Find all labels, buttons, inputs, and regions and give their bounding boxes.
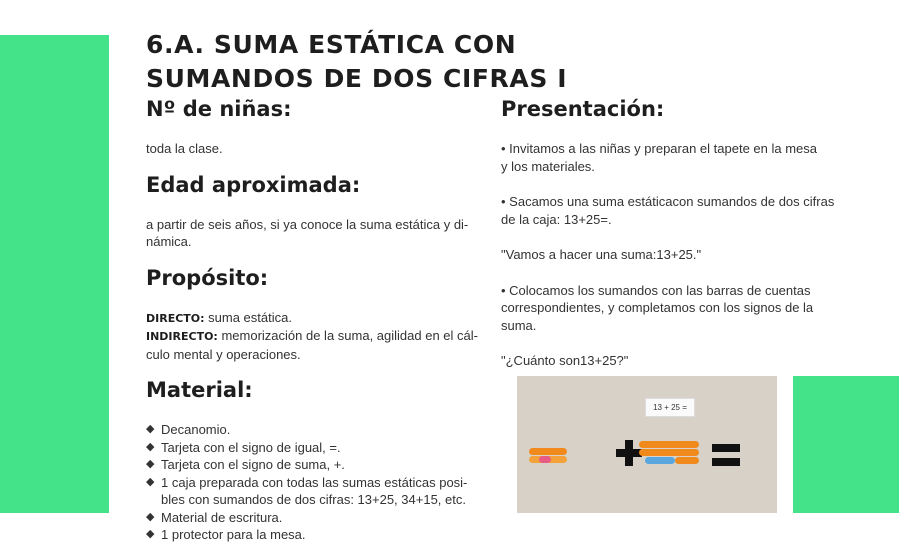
list-item — [146, 439, 481, 457]
material-item-text: Tarjeta con el signo de igual, =. — [161, 439, 341, 455]
ten-bead-bar — [675, 457, 699, 464]
ninas-text: toda la clase. — [146, 141, 223, 156]
title-line-1: 6.A. SUMA ESTÁTICA CON — [146, 30, 517, 59]
right-accent-block — [793, 376, 899, 513]
step-1-line-2: y los materiales. — [501, 158, 595, 174]
list-item — [146, 421, 481, 439]
diamond-bullet-icon: ◆ — [146, 440, 155, 453]
diamond-bullet-icon: ◆ — [146, 475, 155, 488]
presentacion-step-1 — [501, 140, 844, 175]
material-item-text: Decanomio. — [161, 422, 231, 437]
diamond-bullet-icon: ◆ — [146, 510, 155, 523]
material-item-text-cont: bles con sumandos de dos cifras: 13+25, 34+15, etc. — [161, 492, 466, 507]
directo-line — [146, 309, 481, 328]
material-item-text: Material de escritura. — [161, 509, 283, 525]
presentacion-quote-1: "Vamos a hacer una suma:13+25." — [501, 247, 702, 262]
ninas-heading: Nº de niñas: — [146, 97, 292, 121]
list-item — [146, 509, 481, 527]
five-bead-bar — [645, 457, 675, 464]
left-accent-bar — [0, 35, 109, 513]
indirecto-text-2: culo mental y operaciones. — [146, 346, 301, 362]
step-2-line-2: de la caja: 13+25=. — [501, 211, 612, 227]
material-item-text: Tarjeta con el signo de suma, +. — [161, 457, 345, 472]
sum-card: 13 + 25 = — [645, 398, 695, 417]
step-3-line-1: • Colocamos los sumandos con las barras de cuentas — [501, 282, 811, 298]
list-item — [146, 474, 481, 509]
ten-bead-bar — [639, 441, 699, 448]
list-item — [146, 526, 481, 544]
edad-text-line-1: a partir de seis años, si ya conoce la suma estática y di- — [146, 216, 469, 232]
edad-text-line-2: námica. — [146, 234, 192, 249]
ten-bead-bar — [529, 448, 567, 455]
step-1-line-1: • Invitamos a las niñas y preparan el tapete en la mesa — [501, 141, 818, 156]
diamond-bullet-icon: ◆ — [146, 423, 155, 435]
material-item-text: 1 caja preparada con todas las sumas estáticas posi- — [161, 474, 468, 490]
presentacion-heading: Presentación: — [501, 97, 665, 121]
ten-bead-bar — [639, 449, 699, 456]
left-column — [146, 95, 481, 544]
proposito-heading: Propósito: — [146, 265, 269, 290]
indirecto-text-1: memorización de la suma, agilidad en el cál- — [217, 328, 478, 343]
diamond-bullet-icon: ◆ — [146, 458, 155, 470]
presentacion-step-3 — [501, 282, 844, 335]
presentacion-step-2 — [501, 193, 844, 228]
three-bead-bar — [539, 456, 551, 463]
material-photo — [517, 376, 777, 513]
step-3-line-2: correspondientes, y completamos con los signos de la suma. — [501, 300, 814, 333]
right-column — [501, 95, 844, 370]
material-heading: Material: — [146, 378, 253, 402]
step-2-line-1: • Sacamos una suma estáticacon sumandos de dos cifras — [501, 194, 835, 209]
indirecto-line — [146, 327, 481, 363]
material-item-text: 1 protector para la mesa. — [161, 527, 306, 542]
list-item — [146, 456, 481, 474]
diamond-bullet-icon: ◆ — [146, 528, 155, 540]
material-list — [146, 421, 481, 544]
presentacion-quote-2: "¿Cuánto son13+25?" — [501, 353, 629, 368]
indirecto-label: INDIRECTO: — [146, 330, 218, 343]
edad-text — [146, 216, 481, 251]
directo-text: suma estática. — [204, 309, 292, 325]
title-line-2: SUMANDOS DE DOS CIFRAS I — [146, 64, 568, 93]
equals-sign-icon — [712, 444, 740, 468]
edad-heading: Edad aproximada: — [146, 172, 361, 197]
page-title — [146, 28, 706, 96]
directo-label: DIRECTO: — [146, 311, 205, 325]
